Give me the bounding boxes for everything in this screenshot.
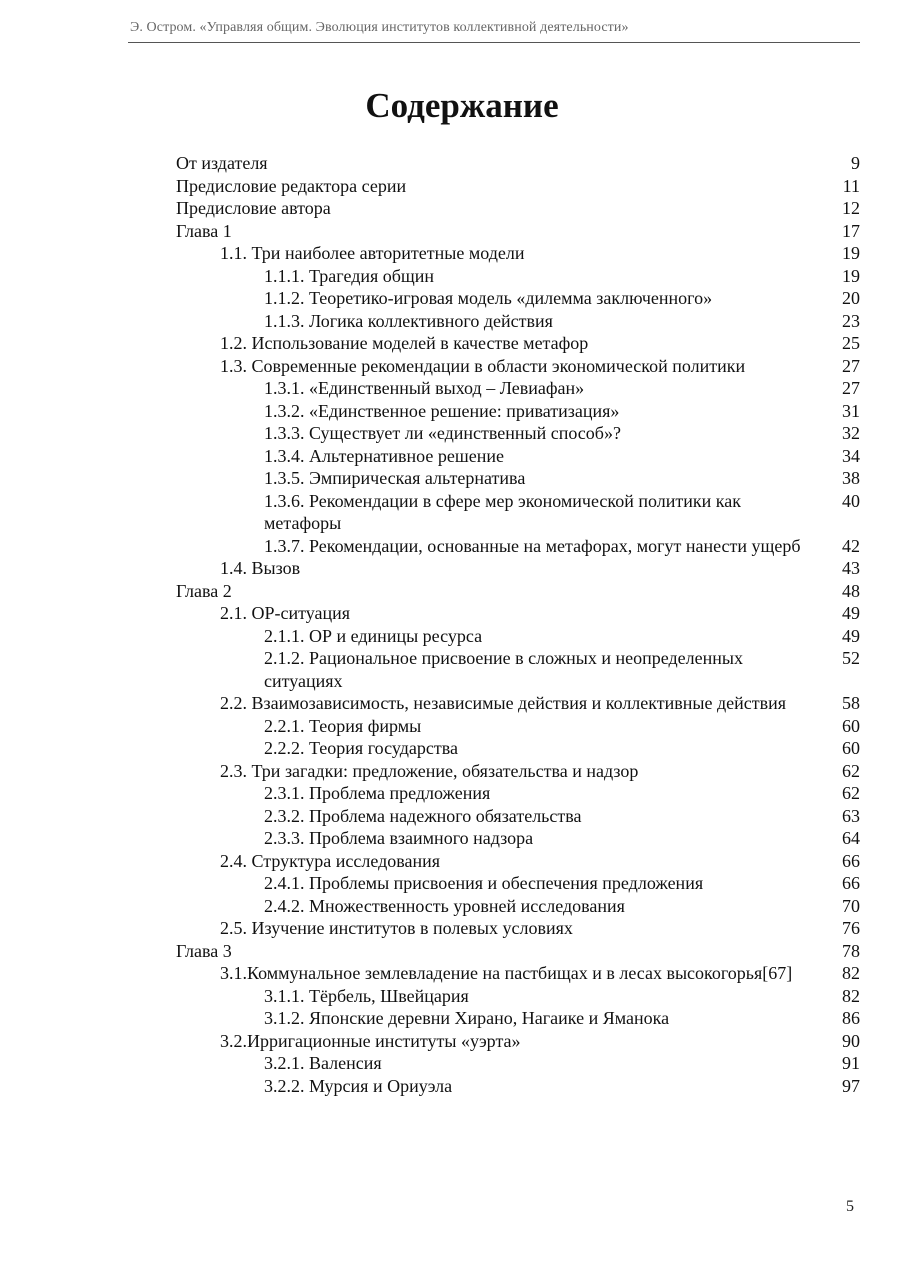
toc-entry-page: 27 (842, 378, 860, 398)
toc-entry-page: 48 (842, 580, 860, 601)
toc-entry-title: 2.1. ОР-ситуация (220, 603, 351, 623)
toc-entry-page: 52 (842, 648, 860, 668)
toc-entry-title: 1.3.1. «Единственный выход – Левиафан» (264, 378, 585, 398)
running-head: Э. Остром. «Управляя общим. Эволюция институтов коллективной деятельности» (130, 20, 629, 35)
toc-entry (176, 940, 860, 963)
toc-entry (176, 625, 860, 648)
toc-entry-title: 2.5. Изучение институтов в полевых условиях (220, 918, 573, 938)
page-title: Содержание (365, 86, 559, 125)
toc-entry-page: 9 (851, 153, 860, 173)
toc-entry-page: 19 (842, 265, 860, 286)
toc-entry-title: 1.3.6. Рекомендации в сфере мер экономической политики как метафоры (264, 490, 741, 533)
toc-entry-title: 1.1.3. Логика коллективного действия (264, 310, 553, 331)
table-of-contents (176, 152, 860, 1097)
toc-entry (176, 332, 860, 355)
toc-entry (176, 377, 860, 400)
header-rule (128, 42, 860, 43)
toc-entry-title: Предисловие автора (176, 198, 331, 218)
toc-entry-title: 2.4.1. Проблемы присвоения и обеспечения предложения (264, 873, 704, 893)
toc-entry (176, 310, 860, 333)
toc-entry-page: 49 (842, 625, 860, 646)
toc-entry-title: 3.1.Коммунальное землевладение на пастбищах и в лесах высокогорья[67] (220, 963, 793, 983)
toc-entry-title: 2.3.3. Проблема взаимного надзора (264, 828, 534, 848)
toc-entry-page: 86 (842, 1008, 860, 1028)
toc-entry (176, 1030, 860, 1053)
toc-entry-page: 17 (842, 220, 860, 241)
toc-entry (176, 962, 860, 985)
toc-entry-title: 3.2.1. Валенсия (264, 1053, 382, 1073)
toc-entry (176, 355, 860, 378)
toc-entry-page: 34 (842, 445, 860, 466)
toc-entry-page: 63 (842, 805, 860, 826)
toc-entry-page: 58 (842, 693, 860, 713)
toc-entry-page: 91 (842, 1053, 860, 1073)
toc-entry-page: 43 (842, 558, 860, 578)
toc-entry-page: 97 (842, 1075, 860, 1096)
toc-entry (176, 175, 860, 198)
toc-entry-title: Глава 1 (176, 220, 232, 241)
toc-entry-title: 3.2.2. Мурсия и Ориуэла (264, 1075, 453, 1096)
toc-entry-page: 76 (842, 918, 860, 938)
toc-entry-page: 25 (842, 333, 860, 353)
toc-entry-page: 60 (842, 738, 860, 758)
toc-entry (176, 872, 860, 895)
toc-entry-page: 32 (842, 423, 860, 443)
toc-entry (176, 692, 860, 715)
toc-entry-page: 60 (842, 715, 860, 736)
toc-entry (176, 467, 860, 490)
toc-entry-page: 64 (842, 828, 860, 848)
toc-entry-page: 12 (842, 198, 860, 218)
toc-entry-page: 23 (842, 310, 860, 331)
toc-entry-title: 2.2. Взаимозависимость, независимые действия и коллективные действия (220, 693, 787, 713)
toc-entry-page: 11 (842, 175, 860, 196)
toc-entry (176, 535, 860, 558)
toc-entry-title: 1.3.3. Существует ли «единственный способ»? (264, 423, 621, 443)
toc-entry-title: 3.1.1. Тёрбель, Швейцария (264, 985, 469, 1006)
toc-entry-page: 19 (842, 243, 860, 263)
toc-entry (176, 737, 860, 760)
toc-entry-title: 1.3. Современные рекомендации в области экономической политики (220, 355, 746, 376)
toc-entry (176, 445, 860, 468)
toc-entry (176, 490, 860, 535)
toc-entry-page: 20 (842, 288, 860, 308)
toc-entry (176, 715, 860, 738)
toc-entry-title: От издателя (176, 153, 268, 173)
toc-entry-page: 42 (842, 535, 860, 556)
toc-entry-title: 3.2.Ирригационные институты «уэрта» (220, 1030, 521, 1051)
toc-entry (176, 1052, 860, 1075)
toc-entry-title: 1.1. Три наиболее авторитетные модели (220, 243, 525, 263)
toc-entry-title: 3.1.2. Японские деревни Хирано, Нагаике и Яманока (264, 1008, 670, 1028)
toc-entry (176, 602, 860, 625)
toc-entry (176, 1075, 860, 1098)
toc-entry-title: 1.3.2. «Единственное решение: приватизация» (264, 400, 620, 421)
toc-entry (176, 760, 860, 783)
toc-entry-page: 82 (842, 985, 860, 1006)
toc-entry-page: 78 (842, 940, 860, 961)
toc-entry-page: 62 (842, 783, 860, 803)
toc-entry-title: 2.1.2. Рациональное присвоение в сложных и неопределенных ситуациях (264, 648, 743, 691)
toc-entry (176, 422, 860, 445)
toc-entry (176, 782, 860, 805)
toc-entry-title: Глава 3 (176, 940, 232, 961)
toc-entry-page: 62 (842, 760, 860, 781)
toc-entry-title: 1.4. Вызов (220, 558, 301, 578)
toc-entry (176, 287, 860, 310)
toc-entry-title: Предисловие редактора серии (176, 175, 407, 196)
toc-entry (176, 1007, 860, 1030)
toc-entry-title: 2.4.2. Множественность уровней исследования (264, 895, 625, 916)
toc-entry (176, 985, 860, 1008)
toc-entry-page: 90 (842, 1030, 860, 1051)
toc-entry (176, 805, 860, 828)
toc-entry-title: Глава 2 (176, 580, 232, 601)
toc-entry (176, 265, 860, 288)
toc-entry-page: 40 (842, 490, 860, 511)
toc-entry-page: 70 (842, 895, 860, 916)
toc-entry-page: 66 (842, 873, 860, 893)
toc-entry-title: 2.2.2. Теория государства (264, 738, 458, 758)
toc-entry-title: 2.2.1. Теория фирмы (264, 715, 422, 736)
toc-entry-title: 2.1.1. ОР и единицы ресурса (264, 625, 483, 646)
toc-entry-title: 2.3.1. Проблема предложения (264, 783, 491, 803)
toc-entry (176, 895, 860, 918)
toc-entry (176, 152, 860, 175)
toc-entry-title: 1.3.7. Рекомендации, основанные на метафорах, могут нанести ущерб (264, 535, 801, 556)
toc-entry (176, 400, 860, 423)
toc-entry-title: 1.1.1. Трагедия общин (264, 265, 435, 286)
toc-entry-page: 49 (842, 603, 860, 623)
toc-entry-title: 1.3.5. Эмпирическая альтернатива (264, 468, 526, 488)
toc-entry (176, 850, 860, 873)
toc-entry-page: 82 (842, 963, 860, 983)
toc-entry-page: 31 (842, 400, 860, 421)
toc-entry-title: 2.4. Структура исследования (220, 850, 441, 871)
toc-entry-page: 27 (842, 355, 860, 376)
toc-entry (176, 580, 860, 603)
toc-entry-title: 2.3.2. Проблема надежного обязательства (264, 805, 582, 826)
page-number: 5 (846, 1198, 854, 1215)
toc-entry (176, 827, 860, 850)
toc-entry (176, 557, 860, 580)
toc-entry-title: 1.2. Использование моделей в качестве метафор (220, 333, 589, 353)
toc-entry-page: 66 (842, 850, 860, 871)
toc-entry-title: 1.1.2. Теоретико-игровая модель «дилемма заключенного» (264, 288, 713, 308)
toc-entry (176, 220, 860, 243)
toc-entry (176, 647, 860, 692)
toc-entry (176, 242, 860, 265)
toc-entry (176, 917, 860, 940)
toc-entry-title: 1.3.4. Альтернативное решение (264, 445, 504, 466)
toc-entry-page: 38 (842, 468, 860, 488)
toc-entry-title: 2.3. Три загадки: предложение, обязательства и надзор (220, 760, 639, 781)
toc-entry (176, 197, 860, 220)
